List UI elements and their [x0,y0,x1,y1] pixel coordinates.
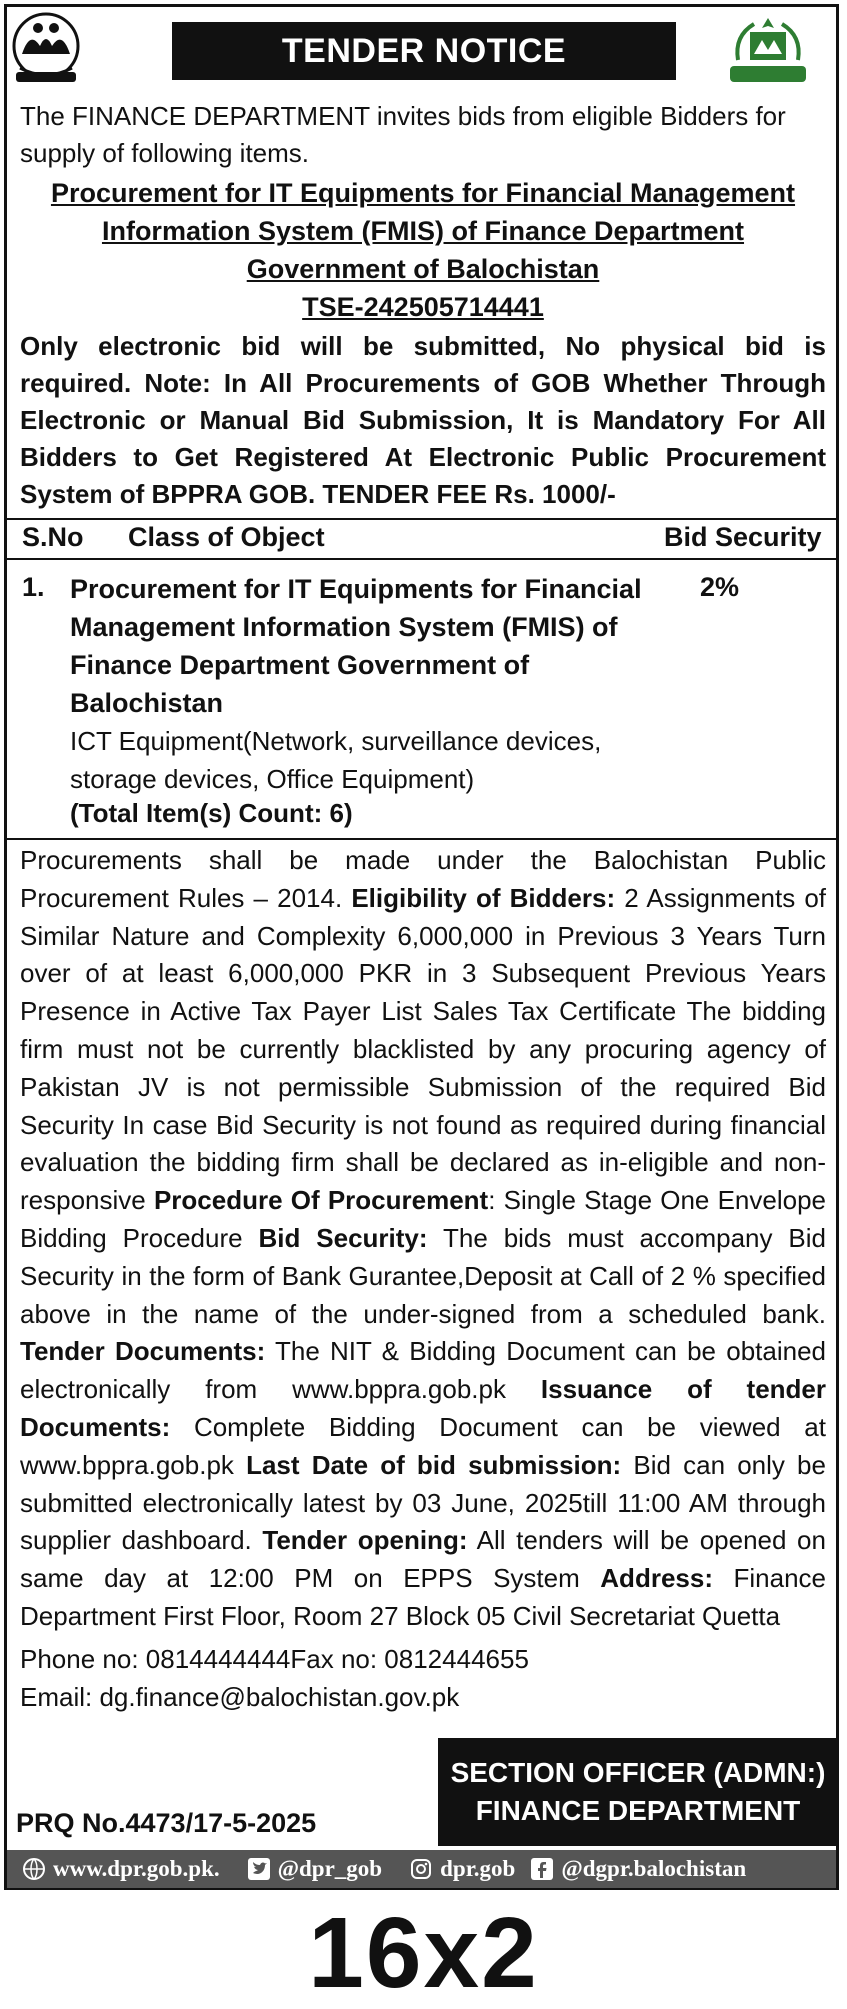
column-header-bid-security: Bid Security [664,522,822,552]
tender-conditions: Procurements shall be made under the Balochistan Public Procurement Rules – 2014. Eligibility of Bidders: 2 Assignments of Similar Nature and Complexity 6,000,000 in Previous 3 Years Turn over of at least 6,000,000 PKR in 3 Subsequent Previous Years Presence in Active Tax Payer List Sales Tax Certificate The bidding firm must not be currently blacklisted by any procuring agency of Pakistan JV is not permissible Submission of the required Bid Security In case Bid Security is not found as required during financial evaluation the bidding firm shall be declared as in-eligible and non-responsive Procedure Of Procurement: Single Stage One Envelope Bidding Procedure Bid Security: The bids must accompany Bid Security in the form of Bank Gurantee,Deposit at Call of 2 % specified above in the name of the under-signed from a scheduled bank. Tender Documents: The NIT & Bidding Document can be obtained electronically from www.bppra.gob.pk Issuance of tender Documents: Complete Bidding Document can be viewed at www.bppra.gob.pk Last Date of bid submission: Bid can only be submitted electronically latest by 03 June, 2025till 11:00 AM through supplier dashboard. Tender opening: All tenders will be opened on same day at 12:00 PM on EPPS System Address: Finance Department First Floor, Room 27 Block 05 Civil Secretariat Quetta [20,845,827,1631]
intro-text: The FINANCE DEPARTMENT invites bids from eligible Bidders for supply of following items. [20,101,786,168]
row-bid-security: 2% [700,572,740,602]
footer-bar [7,1850,836,1888]
table-header-divider [7,558,836,560]
table-top-divider [7,518,836,520]
electronic-bid-notice: Only electronic bid will be submitted, No physical bid is required. Note: In All Procurements of GOB Whether Through Electronic or Manual Bid Submission, It is Mandatory For All Bidders to Get Registered At Electronic Public Procurement System of BPPRA GOB. TENDER FEE Rs. 1000/- [20,331,826,509]
balochistan-emblem-icon [10,10,82,88]
column-header-class: Class of Object [128,522,325,552]
subject-line-3: Government of Balochistan [246,254,600,284]
table-bottom-divider [7,838,836,840]
column-header-sno: S.No [22,522,84,552]
row-sno: 1. [22,572,45,602]
facebook-label: @dgpr.balochistan [561,1856,747,1881]
row-item-count: (Total Item(s) Count: 6) [70,798,353,828]
website-label: www.dpr.gob.pk. [53,1856,220,1881]
tender-number: TSE-242505714441 [302,292,544,322]
facebook-icon [529,1856,555,1882]
ad-size-label: 16x2 [308,1897,539,2009]
subject-line-1: Procurement for IT Equipments for Financial Management [50,178,796,208]
page-title: TENDER NOTICE [172,22,676,80]
footer-instagram[interactable] [408,1856,515,1882]
dgpr-emblem-icon [724,10,812,90]
twitter-label: @dpr_gob [277,1856,383,1881]
subject-line-2: Information System (FMIS) of Finance Department [101,216,745,246]
footer-facebook[interactable] [529,1856,746,1882]
row-item-title: Procurement for IT Equipments for Financial Management Information System (FMIS) of Finance Department Government of Balochistan [70,574,642,718]
signature-block [438,1738,838,1846]
twitter-icon [246,1856,272,1882]
signatory-department: FINANCE DEPARTMENT [475,1795,801,1826]
instagram-icon [408,1856,434,1882]
signatory-title: SECTION OFFICER (ADMN:) [450,1757,826,1788]
prq-number: PRQ No.4473/17-5-2025 [16,1808,317,1838]
footer-twitter[interactable] [246,1856,382,1882]
row-item-description: ICT Equipment(Network, surveillance devices, storage devices, Office Equipment) [70,726,602,794]
footer-website[interactable] [21,1856,220,1882]
phone-fax: Phone no: 0814444444Fax no: 0812444655 [20,1644,529,1674]
globe-icon [21,1856,47,1882]
email: Email: dg.finance@balochistan.gov.pk [20,1682,460,1712]
tender-subject [20,174,826,326]
instagram-label: dpr.gob [440,1856,516,1881]
